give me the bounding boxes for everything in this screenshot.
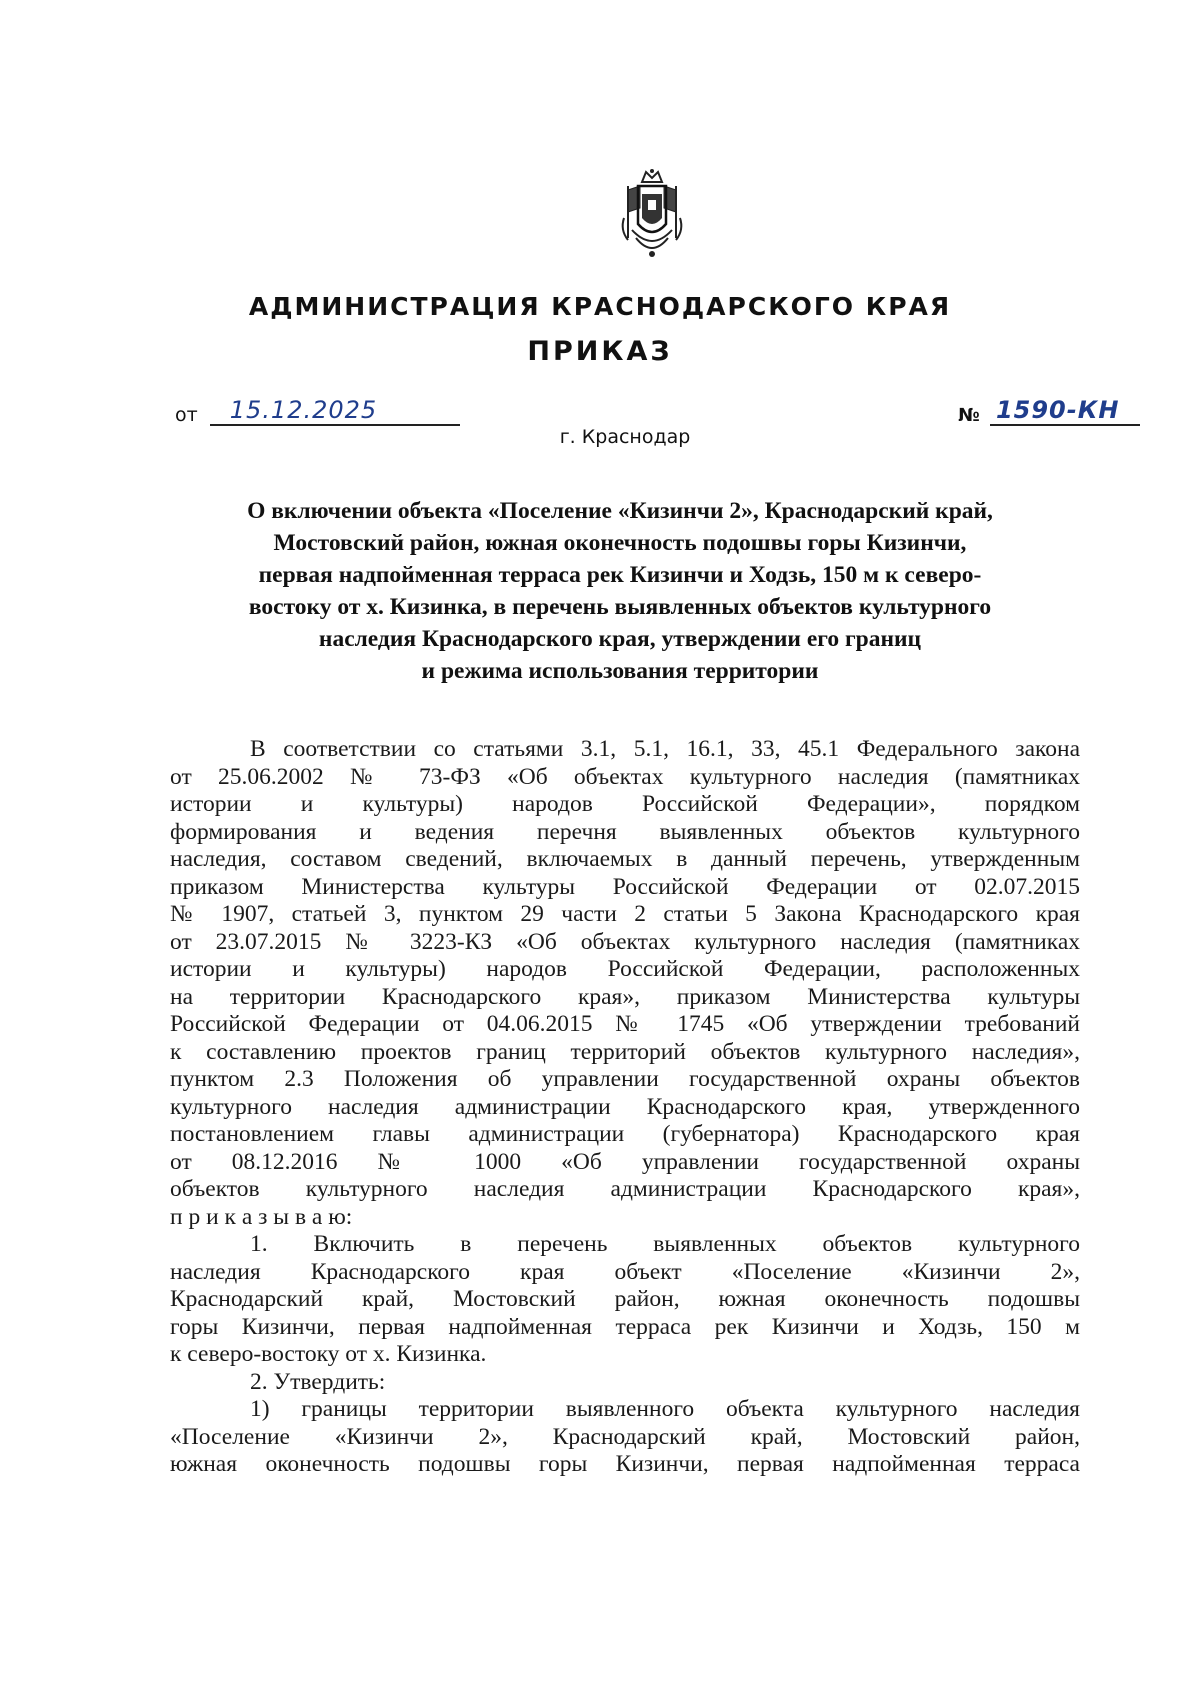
number-field [958,396,1140,426]
body-line: В соответствии со статьями 3.1, 5.1, 16.1, 33, 45.1 Федерального закона [250,736,1080,762]
body-line: приказом Министерства культуры Российской Федерации от 02.07.2015 [170,873,1080,900]
body-line: от 25.06.2002 № 73-ФЗ «Об объектах культурного наследия (памятниках [170,763,1080,790]
body-line: пунктом 2.3 Положения об управлении государственной охраны объектов [170,1066,1080,1092]
body-line: истории и культуры) народов Российской Федерации, расположенных [170,956,1080,982]
body-line: наследия, составом сведений, включаемых в данный перечень, утвержденным [170,846,1080,872]
body-line: п р и к а з ы в а ю: [170,1203,353,1230]
date-handwritten: 15.12.2025 [229,396,378,424]
body-line: 1. Включить в перечень выявленных объектов культурного [250,1231,1080,1257]
body-line: от 23.07.2015 № 3223-КЗ «Об объектах культурного наследия (памятниках [170,928,1080,955]
document-type: ПРИКАЗ [527,336,673,367]
date-prefix: от [175,404,198,426]
body-line: 1) границы территории выявленного объекта культурного наследия [250,1396,1080,1422]
body-line: постановлением главы администрации (губернатора) Краснодарского края [170,1121,1080,1147]
body-line: культурного наследия администрации Краснодарского края, утвержденного [170,1093,1080,1120]
body-line: № 1907, статьей 3, пунктом 29 части 2 статьи 5 Закона Краснодарского края [170,901,1080,927]
document-body [170,736,1080,1479]
number-line [990,396,1140,426]
body-line: к северо-востоку от х. Кизинка. [170,1341,487,1367]
body-line: объектов культурного наследия администрации Краснодарского края», [170,1176,1080,1202]
body-line: от 08.12.2016 № 1000 «Об управлении государственной охраны [170,1148,1080,1175]
subject-line: О включении объекта «Поселение «Кизинчи 2», Краснодарский край, [247,498,993,524]
body-line: на территории Краснодарского края», приказом Министерства культуры [170,983,1080,1010]
number-handwritten: 1590-КН [995,396,1120,424]
body-line: южная оконечность подошвы горы Кизинчи, первая надпойменная терраса [170,1451,1080,1477]
subject-line: первая надпойменная терраса рек Кизинчи и Ходзь, 150 м к северо- [258,562,982,588]
city: г. Краснодар [559,426,691,448]
subject-line: и режима использования территории [421,658,819,684]
organization-title: АДМИНИСТРАЦИЯ КРАСНОДАРСКОГО КРАЯ [248,292,952,321]
body-line: 2. Утвердить: [250,1368,386,1395]
body-line: истории и культуры) народов Российской Федерации», порядком [170,791,1080,817]
body-line: горы Кизинчи, первая надпойменная терраса рек Кизинчи и Ходзь, 150 м [170,1313,1080,1340]
body-line: к составлению проектов границ территорий объектов культурного наследия», [170,1038,1080,1065]
body-line: наследия Краснодарского края объект «Поселение «Кизинчи 2», [170,1258,1080,1285]
body-line: Российской Федерации от 04.06.2015 № 1745 «Об утверждении требований [170,1011,1080,1037]
number-prefix: № [958,405,980,426]
subject-line: наследия Краснодарского края, утверждении его границ [318,626,922,652]
date-field [175,396,460,426]
date-line [210,396,460,426]
body-line: формирования и ведения перечня выявленных объектов культурного [170,818,1080,845]
subject-line: востоку от х. Кизинка, в перечень выявленных объектов культурного [248,594,992,620]
body-line: «Поселение «Кизинчи 2», Краснодарский край, Мостовский район, [170,1423,1080,1450]
subject-line: Мостовский район, южная оконечность подошвы горы Кизинчи, [273,530,967,556]
coat-of-arms-icon [618,168,686,264]
document-subject [150,495,1090,687]
body-line: Краснодарский край, Мостовский район, южная оконечность подошвы [170,1286,1080,1312]
